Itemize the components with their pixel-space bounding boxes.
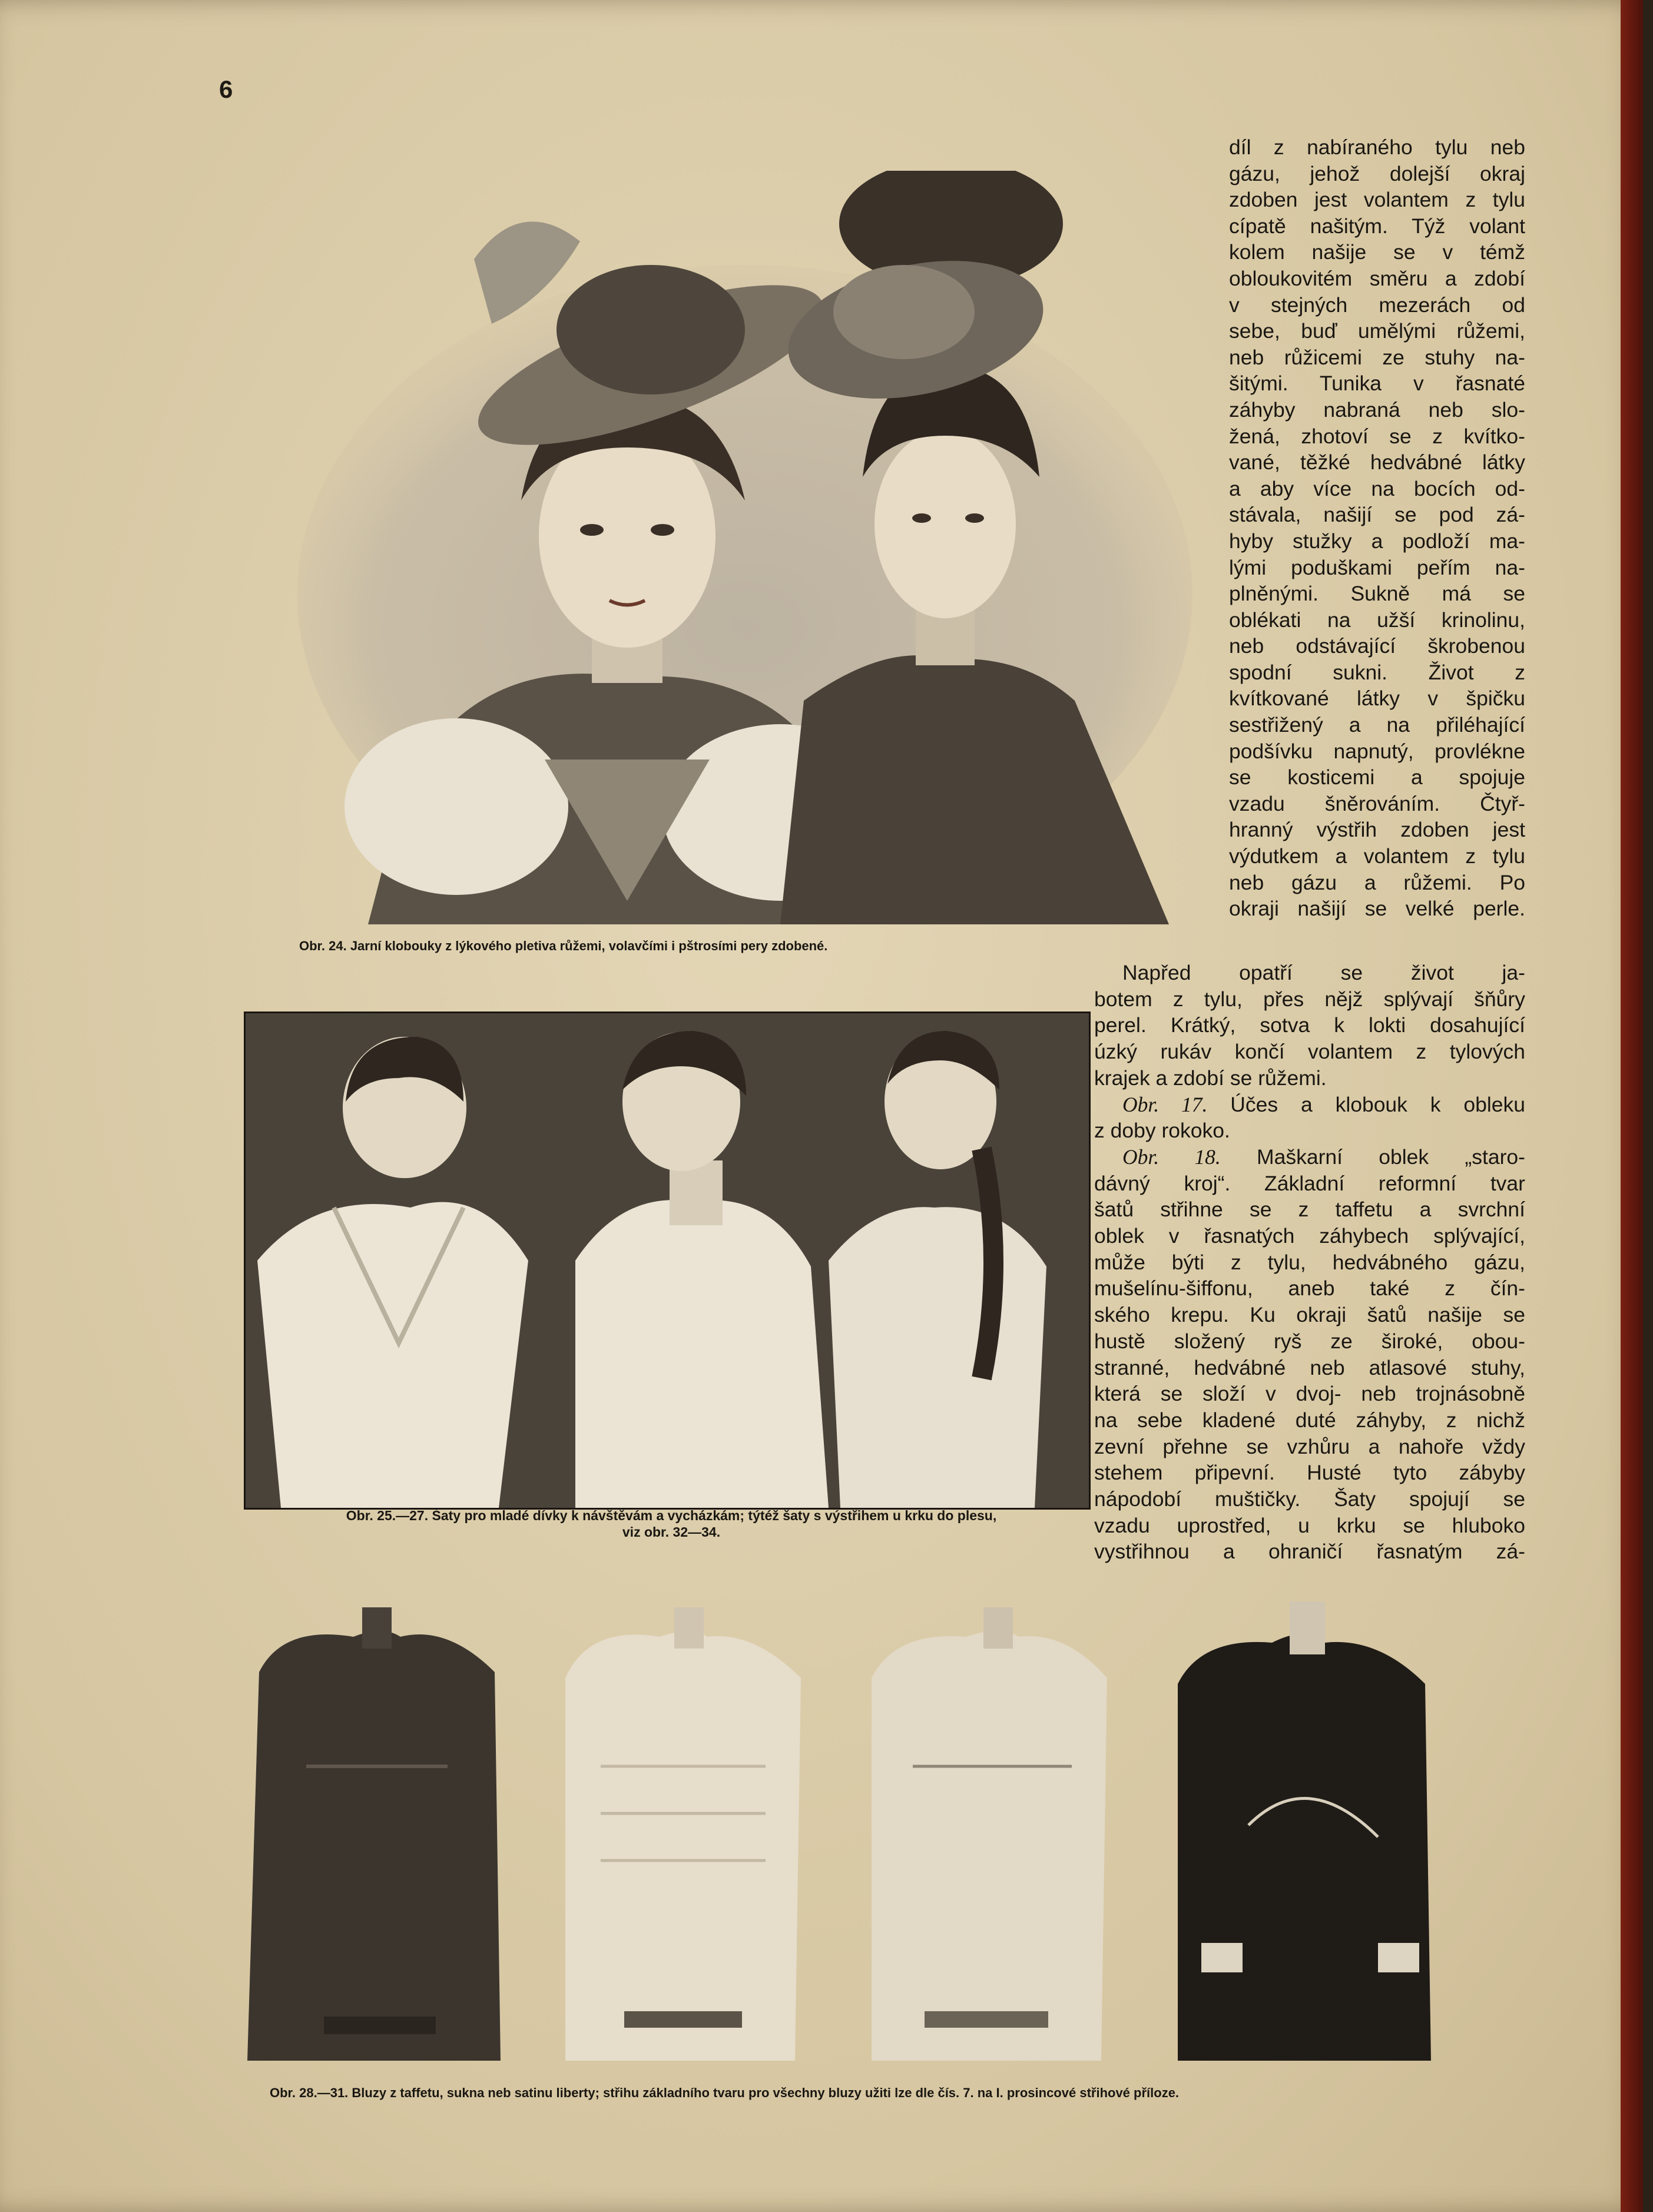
text-line-content: Maškarní oblek „staro- — [1220, 1145, 1525, 1169]
text-line: vané, těžké hedvábné látky — [1229, 450, 1525, 475]
text-line: cípatě našitým. Týž volant — [1229, 214, 1525, 238]
text-line — [1094, 1249, 1525, 1276]
text-line: hranný výstřih zdoben jest — [1229, 818, 1525, 842]
text-line — [1094, 1117, 1525, 1144]
figure-reference: Obr. 17. — [1122, 1092, 1208, 1116]
text-line: v stejných mezerách od — [1229, 293, 1525, 317]
text-line: kolem našije se v témž — [1229, 240, 1525, 264]
text-line-content: šatů střihne se z taffetu a svrchní — [1094, 1198, 1525, 1222]
text-line-content: může býti z tylu, hedvábného gázu, — [1094, 1250, 1525, 1274]
text-line — [1094, 1538, 1525, 1565]
text-line: oblékati na užší krinolinu, — [1229, 608, 1525, 632]
right-column-text — [1229, 134, 1525, 922]
text-line-content: úzký rukáv končí volantem z tylových — [1094, 1040, 1525, 1064]
text-line — [1094, 1355, 1525, 1381]
text-line: kvítkované látky v špičku — [1229, 687, 1525, 711]
text-line: podšívku napnutý, provlékne — [1229, 739, 1525, 763]
text-line-content: mušelínu-šiffonu, aneb také z čín- — [1094, 1276, 1525, 1301]
page-number: 6 — [219, 75, 233, 103]
illustration-three-girls-in-dresses — [244, 1012, 1091, 1510]
text-line-content: stehem připevní. Husté tyto zábyby — [1094, 1461, 1525, 1485]
text-line: záhyby nabraná neb slo- — [1229, 397, 1525, 422]
text-line — [1094, 1460, 1525, 1486]
text-line: okraji našijí se velké perle. — [1229, 897, 1525, 921]
text-line — [1094, 1513, 1525, 1539]
text-line: spodní sukni. Život z — [1229, 660, 1525, 684]
text-line — [1094, 960, 1525, 986]
text-line-content: z doby rokoko. — [1094, 1119, 1230, 1143]
text-line-content: botem z tylu, přes nějž splývají šňůry — [1094, 987, 1525, 1011]
text-line — [1094, 1407, 1525, 1434]
figure-25-27-caption-line1: Obr. 25.—27. Šaty pro mladé dívky k návštěvám a vycházkám; týtéž šaty s výstřihem u krku do plesu, — [346, 1508, 997, 1523]
text-line-content: krajek a zdobí se růžemi. — [1094, 1066, 1327, 1090]
text-line: a aby více na bocích od- — [1229, 476, 1525, 500]
illustration-two-women-in-hats — [297, 171, 1204, 924]
text-line — [1094, 1092, 1525, 1118]
text-line-content: na sebe kladené duté záhyby, z nichž — [1094, 1408, 1525, 1432]
text-line — [1094, 1012, 1525, 1039]
text-line: sebe, buď umělými růžemi, — [1229, 319, 1525, 343]
text-line: hyby stužky a podloží ma- — [1229, 529, 1525, 553]
text-line-content: oblek v řasnatých záhybech splývající, — [1094, 1224, 1525, 1248]
text-line: zdoben jest volantem z tylu — [1229, 188, 1525, 212]
blouse-3-light — [872, 1607, 1107, 2061]
wide-column-text — [1094, 960, 1525, 1565]
text-line-content: zevní přehne se vzhůru a nahoře vždy — [1094, 1434, 1525, 1458]
text-line — [1094, 1486, 1525, 1513]
text-line: neb odstávající škrobenou — [1229, 634, 1525, 658]
text-line — [1094, 1065, 1525, 1092]
text-line: stávala, našijí se pod zá- — [1229, 503, 1525, 527]
text-line: neb gázu a růžemi. Po — [1229, 870, 1525, 894]
blouse-4-dark — [1178, 1601, 1431, 2061]
text-line — [1094, 1381, 1525, 1407]
blouse-2-light — [565, 1607, 801, 2061]
text-line — [1094, 1144, 1525, 1170]
book-spine — [1621, 0, 1643, 2212]
text-line — [1094, 1328, 1525, 1355]
text-line-content: vzadu uprostřed, u krku se hluboko — [1094, 1513, 1525, 1537]
text-line: obloukovitém směru a zdobí — [1229, 266, 1525, 290]
text-line-content: která se složí v dvoj- neb trojnásobně — [1094, 1382, 1525, 1406]
text-line-content: nápodobí muštičky. Šaty spojují se — [1094, 1487, 1525, 1511]
figure-reference: Obr. 18. — [1122, 1145, 1221, 1169]
text-line — [1094, 1275, 1525, 1302]
text-line-content: hustě složený ryš ze široké, obou- — [1094, 1329, 1525, 1353]
text-line: vzadu šněrováním. Čtyř- — [1229, 791, 1525, 815]
figure-25-27-caption — [265, 1507, 1078, 1540]
text-line: žená, zhotoví se z kvítko- — [1229, 424, 1525, 448]
text-line — [1094, 986, 1525, 1013]
illustration-four-blouses — [236, 1590, 1490, 2078]
text-line: plněnými. Sukně má se — [1229, 582, 1525, 606]
text-line-content: Napřed opatří se život ja- — [1122, 961, 1525, 984]
text-line — [1094, 1170, 1525, 1197]
text-line-content: perel. Krátký, sotva k lokti dosahující — [1094, 1013, 1525, 1037]
text-line — [1094, 1223, 1525, 1249]
text-line: díl z nabíraného tylu neb — [1229, 135, 1525, 159]
text-line-content: Účes a klobouk k obleku — [1207, 1092, 1525, 1116]
text-line: gázu, jehož dolejší okraj — [1229, 161, 1525, 185]
figure-25-27-caption-line2: viz obr. 32—34. — [622, 1524, 721, 1540]
text-line — [1094, 1302, 1525, 1328]
figure-28-31-caption: Obr. 28.—31. Bluzy z taffetu, sukna neb satinu liberty; střihu základního tvaru pro všechny bluzy užiti lze dle čís. 7. na I. prosincové střihové příloze. — [270, 2085, 1180, 2100]
text-line — [1094, 1434, 1525, 1460]
text-line-content: vystřihnou a ohraničí řasnatým zá- — [1094, 1540, 1525, 1564]
text-line: se kosticemi a spojuje — [1229, 765, 1525, 790]
figure-24-caption: Obr. 24. Jarní klobouky z lýkového pletiva růžemi, volavčími i pštrosími pery zdobené. — [299, 938, 828, 953]
text-line: lými poduškami peřím na- — [1229, 555, 1525, 579]
blouse-1-dark — [247, 1607, 501, 2061]
text-line: výdutkem a volantem z tylu — [1229, 844, 1525, 868]
text-line-content: stranné, hedvábné neb atlasové stuhy, — [1094, 1355, 1525, 1379]
text-line: sestřižený a na přiléhající — [1229, 713, 1525, 737]
text-line: šitými. Tunika v řasnaté — [1229, 372, 1525, 396]
text-line — [1094, 1196, 1525, 1223]
text-line-content: dávný kroj“. Základní reformní tvar — [1094, 1171, 1525, 1195]
text-line-content: ského krepu. Ku okraji šatů našije se — [1094, 1303, 1525, 1327]
text-line: neb růžicemi ze stuhy na- — [1229, 345, 1525, 369]
text-line — [1094, 1039, 1525, 1065]
